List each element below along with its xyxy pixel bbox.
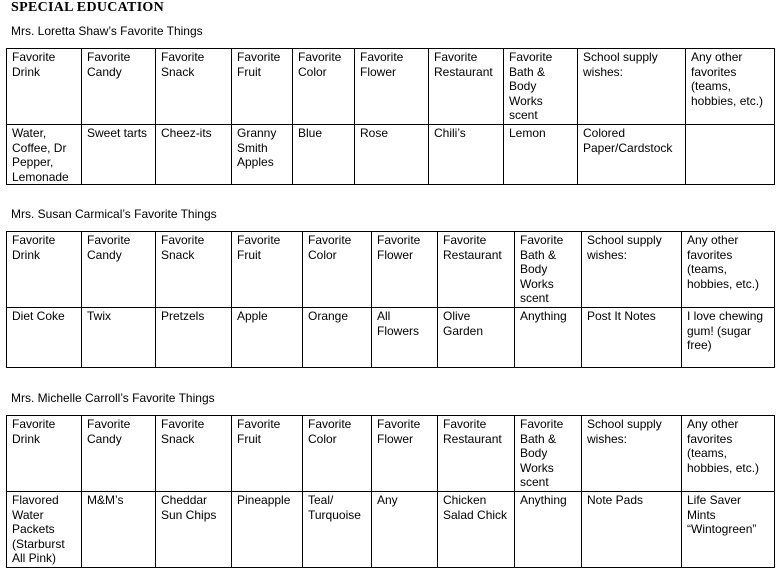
header-cell: Favorite Flower (372, 232, 438, 308)
value-cell: Twix (82, 308, 156, 368)
header-cell: Favorite Color (293, 49, 355, 125)
header-cell: Any other favorites (teams, hobbies, etc.) (682, 416, 775, 492)
section-title-shaw: Mrs. Loretta Shaw’s Favorite Things (11, 24, 203, 38)
header-cell: Favorite Fruit (232, 416, 303, 492)
value-cell: Lemon (504, 125, 578, 185)
header-cell: School supply wishes: (578, 49, 686, 125)
value-cell: Anything (515, 308, 582, 368)
value-cell: Note Pads (582, 492, 682, 568)
value-cell: Diet Coke (7, 308, 82, 368)
value-cell: Cheez-its (156, 125, 232, 185)
header-cell: Favorite Snack (156, 232, 232, 308)
value-cell: Colored Paper/Cardstock (578, 125, 686, 185)
value-cell: Post It Notes (582, 308, 682, 368)
header-cell: Favorite Bath & Body Works scent (515, 232, 582, 308)
header-cell: Favorite Drink (7, 232, 82, 308)
value-cell: M&M’s (82, 492, 156, 568)
value-cell: Cheddar Sun Chips (156, 492, 232, 568)
value-cell: Flavored Water Packets (Starburst All Pink) (7, 492, 82, 568)
header-cell: Any other favorites (teams, hobbies, etc.) (686, 49, 775, 125)
section-title-carroll: Mrs. Michelle Carroll’s Favorite Things (11, 391, 215, 405)
table-header-row (7, 49, 775, 125)
value-cell: Teal/ Turquoise (303, 492, 372, 568)
value-cell (686, 125, 775, 185)
header-cell: Favorite Restaurant (438, 416, 515, 492)
header-cell: Favorite Restaurant (438, 232, 515, 308)
value-cell: Chicken Salad Chick (438, 492, 515, 568)
header-cell: Favorite Fruit (232, 49, 293, 125)
value-cell: Pineapple (232, 492, 303, 568)
header-cell: Favorite Bath & Body Works scent (515, 416, 582, 492)
favorites-table-shaw (6, 48, 775, 185)
value-cell: Orange (303, 308, 372, 368)
value-cell: Life Saver Mints “Wintogreen” (682, 492, 775, 568)
header-cell: School supply wishes: (582, 416, 682, 492)
header-cell: Favorite Flower (372, 416, 438, 492)
table-header-row (7, 232, 775, 308)
favorites-table-carmical (6, 231, 775, 368)
header-cell: Favorite Candy (82, 232, 156, 308)
header-cell: Favorite Restaurant (429, 49, 504, 125)
header-cell: Favorite Snack (156, 416, 232, 492)
value-cell: Olive Garden (438, 308, 515, 368)
header-cell: Favorite Drink (7, 416, 82, 492)
header-cell: Favorite Candy (82, 49, 156, 125)
section-title-carmical: Mrs. Susan Carmical’s Favorite Things (11, 207, 217, 221)
value-cell: Any (372, 492, 438, 568)
table-header-row (7, 416, 775, 492)
table-row (7, 308, 775, 368)
header-cell: Favorite Bath & Body Works scent (504, 49, 578, 125)
value-cell: Anything (515, 492, 582, 568)
value-cell: All Flowers (372, 308, 438, 368)
header-cell: Any other favorites (teams, hobbies, etc.) (682, 232, 775, 308)
header-cell: Favorite Snack (156, 49, 232, 125)
value-cell: Sweet tarts (82, 125, 156, 185)
value-cell: Chili’s (429, 125, 504, 185)
value-cell: Pretzels (156, 308, 232, 368)
header-cell: Favorite Candy (82, 416, 156, 492)
value-cell: Granny Smith Apples (232, 125, 293, 185)
header-cell: Favorite Color (303, 416, 372, 492)
favorites-table-carroll (6, 415, 775, 568)
header-cell: Favorite Fruit (232, 232, 303, 308)
value-cell: I love chewing gum! (sugar free) (682, 308, 775, 368)
value-cell: Rose (355, 125, 429, 185)
header-cell: School supply wishes: (582, 232, 682, 308)
value-cell: Blue (293, 125, 355, 185)
header-cell: Favorite Flower (355, 49, 429, 125)
header-cell: Favorite Color (303, 232, 372, 308)
value-cell: Apple (232, 308, 303, 368)
value-cell: Water, Coffee, Dr Pepper, Lemonade (7, 125, 82, 185)
table-row (7, 492, 775, 568)
header-cell: Favorite Drink (7, 49, 82, 125)
page-heading: SPECIAL EDUCATION (11, 0, 165, 15)
table-row (7, 125, 775, 185)
